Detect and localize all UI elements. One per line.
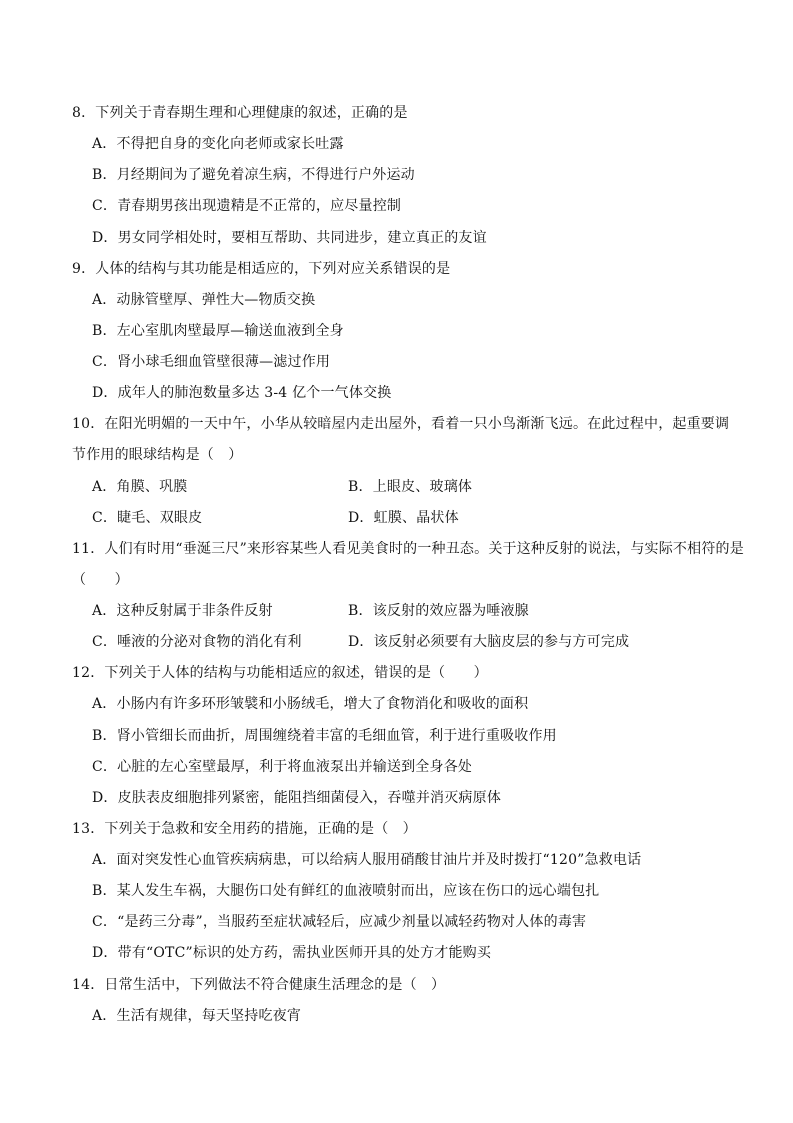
question-12-option-d: D．皮肤表皮细胞排列紧密，能阻挡细菌侵入，吞噬并消灭病原体 bbox=[92, 790, 502, 806]
question-10-option-a: A．角膜、巩膜 bbox=[92, 479, 188, 495]
question-12-option-a: A．小肠内有许多环形皱襞和小肠绒毛，增大了食物消化和吸收的面积 bbox=[92, 696, 529, 712]
question-8-stem: 8．下列关于青春期生理和心理健康的叙述，正确的是 bbox=[72, 105, 408, 121]
question-10-option-d: D．虹膜、晶状体 bbox=[348, 510, 459, 526]
question-8-option-c: C．青春期男孩出现遗精是不正常的，应尽量控制 bbox=[92, 198, 402, 214]
question-13-option-d: D．带有“OTC”标识的处方药，需执业医师开具的处方才能购买 bbox=[92, 945, 492, 961]
question-8-option-a: A．不得把自身的变化向老师或家长吐露 bbox=[92, 136, 344, 152]
question-9-option-d: D．成年人的肺泡数量多达 3-4 亿个一气体交换 bbox=[92, 385, 392, 401]
question-10-stem-continued: 节作用的眼球结构是（ ） bbox=[72, 447, 243, 463]
question-10-option-b: B．上眼皮、玻璃体 bbox=[348, 479, 473, 495]
question-11-option-c: C．唾液的分泌对食物的消化有利 bbox=[92, 634, 302, 650]
question-13-option-c: C．“是药三分毒”，当服药至症状减轻后，应减少剂量以减轻药物对人体的毒害 bbox=[92, 914, 587, 930]
question-11-stem-continued: （ ） bbox=[72, 572, 129, 588]
question-14-option-a: A．生活有规律，每天坚持吃夜宵 bbox=[92, 1008, 302, 1024]
question-9-option-a: A．动脉管壁厚、弹性大—物质交换 bbox=[92, 292, 316, 308]
question-12-option-c: C．心脏的左心室壁最厚，利于将血液泵出并输送到全身各处 bbox=[92, 759, 473, 775]
question-8-option-d: D．男女同学相处时，要相互帮助、共同进步，建立真正的友谊 bbox=[92, 230, 487, 246]
question-11-option-d: D．该反射必须要有大脑皮层的参与方可完成 bbox=[348, 634, 630, 650]
question-11-option-a: A．这种反射属于非条件反射 bbox=[92, 603, 273, 619]
question-13-option-b: B．某人发生车祸，大腿伤口处有鲜红的血液喷射而出，应该在伤口的远心端包扎 bbox=[92, 883, 600, 899]
question-13-option-a: A．面对突发性心血管疾病病患，可以给病人服用硝酸甘油片并及时拨打“120”急救电话 bbox=[92, 852, 642, 868]
question-8-option-b: B．月经期间为了避免着凉生病，不得进行户外运动 bbox=[92, 167, 415, 183]
question-11-option-b: B．该反射的效应器为唾液腺 bbox=[348, 603, 529, 619]
question-10-stem: 10．在阳光明媚的一天中午，小华从较暗屋内走出屋外，看着一只小鸟渐渐飞远。在此过程中，起重要调 bbox=[72, 416, 730, 432]
question-9-option-b: B．左心室肌肉壁最厚—输送血液到全身 bbox=[92, 323, 344, 339]
question-9-option-c: C．肾小球毛细血管壁很薄—滤过作用 bbox=[92, 354, 331, 370]
question-12-option-b: B．肾小管细长而曲折，周围缠绕着丰富的毛细血管，利于进行重吸收作用 bbox=[92, 728, 557, 744]
question-9-stem: 9．人体的结构与其功能是相适应的，下列对应关系错误的是 bbox=[72, 261, 451, 277]
question-12-stem: 12．下列关于人体的结构与功能相适应的叙述，错误的是（ ） bbox=[72, 665, 488, 681]
question-13-stem: 13．下列关于急救和安全用药的措施，正确的是（ ） bbox=[72, 821, 417, 837]
question-11-stem: 11．人们有时用“垂涎三尺”来形容某些人看见美食时的一种丑态。关于这种反射的说法，与实际不相符的是 bbox=[72, 541, 744, 557]
question-14-stem: 14．日常生活中，下列做法不符合健康生活理念的是（ ） bbox=[72, 977, 446, 993]
question-10-option-c: C．睫毛、双眼皮 bbox=[92, 510, 203, 526]
